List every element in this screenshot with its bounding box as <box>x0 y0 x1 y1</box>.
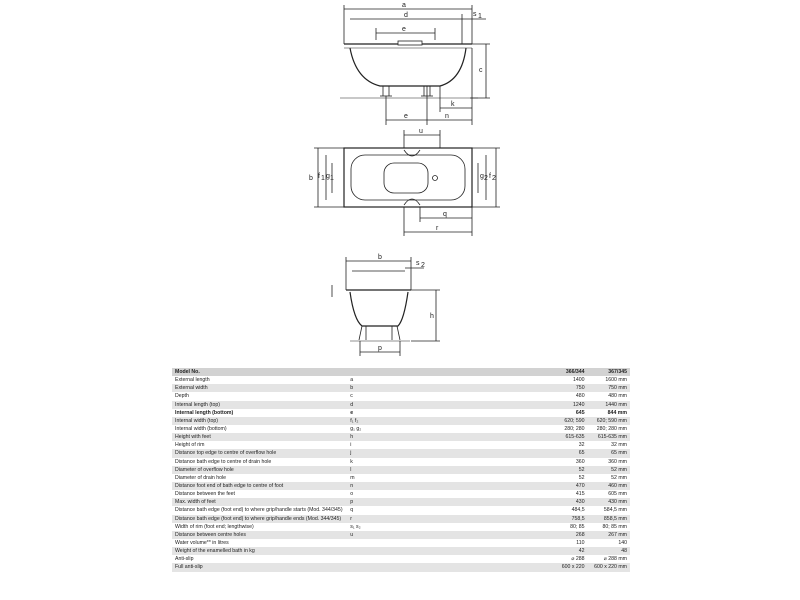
table-row <box>172 409 630 417</box>
row-value-a: 268 <box>545 531 587 539</box>
row-value-b: 52 mm <box>588 474 630 482</box>
row-value-a: 470 <box>545 482 587 490</box>
label-b2: b <box>378 254 382 261</box>
label-s2-sub: 2 <box>421 262 425 269</box>
row-value-a: 415 <box>545 490 587 498</box>
label-p: p <box>378 345 382 352</box>
row-value-b: 620; 590 mm <box>588 417 630 425</box>
table-row <box>172 515 630 523</box>
row-symbol: s₁ s₂ <box>347 523 545 531</box>
label-a: a <box>402 2 406 9</box>
row-symbol <box>347 555 545 563</box>
row-value-b: 750 mm <box>588 384 630 392</box>
row-symbol: j <box>347 449 545 457</box>
row-label: Distance between centre holes <box>172 531 347 539</box>
spec-table-body <box>172 368 630 572</box>
row-value-b: 844 mm <box>588 409 630 417</box>
row-value-a: 360 <box>545 458 587 466</box>
row-label: Height of rim <box>172 441 347 449</box>
row-label: Diameter of overflow hole <box>172 466 347 474</box>
row-value-b: 65 mm <box>588 449 630 457</box>
spec-table <box>172 368 630 572</box>
row-symbol <box>347 539 545 547</box>
label-f2-sub: 2 <box>492 175 496 182</box>
table-row <box>172 474 630 482</box>
table-row <box>172 449 630 457</box>
row-value-a: 645 <box>545 409 587 417</box>
label-s2: s <box>416 260 420 267</box>
row-value-b: 80; 85 mm <box>588 523 630 531</box>
end-view <box>332 257 440 356</box>
table-row <box>172 506 630 514</box>
dimension-labels <box>309 2 496 352</box>
header-label: Model No. <box>172 368 347 376</box>
table-header-row <box>172 368 630 376</box>
label-g2-sub: 2 <box>484 175 488 182</box>
row-label: Internal length (top) <box>172 401 347 409</box>
label-h: h <box>430 313 434 320</box>
row-value-a: 52 <box>545 474 587 482</box>
row-value-b: 32 mm <box>588 441 630 449</box>
row-value-a: 430 <box>545 498 587 506</box>
table-row <box>172 441 630 449</box>
row-symbol: h <box>347 433 545 441</box>
label-d: d <box>404 12 408 19</box>
row-value-b: 1600 mm <box>588 376 630 384</box>
table-row <box>172 458 630 466</box>
row-label: Water volume** in litres <box>172 539 347 547</box>
row-symbol: i <box>347 441 545 449</box>
label-g2: g <box>480 173 484 180</box>
row-value-a: 600 x 220 <box>545 563 587 571</box>
row-symbol <box>347 563 545 571</box>
row-value-b: 430 mm <box>588 498 630 506</box>
table-row <box>172 498 630 506</box>
row-value-b: 605 mm <box>588 490 630 498</box>
row-value-a: 65 <box>545 449 587 457</box>
row-symbol: e <box>347 409 545 417</box>
row-label: Depth <box>172 392 347 400</box>
row-value-a: 32 <box>545 441 587 449</box>
row-label: Height with feet <box>172 433 347 441</box>
label-r: r <box>436 225 439 232</box>
row-value-a: 484,5 <box>545 506 587 514</box>
table-row <box>172 417 630 425</box>
table-row <box>172 547 630 555</box>
header-col-a: 366/344 <box>545 368 587 376</box>
row-value-a: 615-635 <box>545 433 587 441</box>
row-label: Distance bath edge (foot end) to where grip/handle ends (Mod. 344/345) <box>172 515 347 523</box>
row-label: Max. width of feet <box>172 498 347 506</box>
table-row <box>172 392 630 400</box>
row-value-a: 1400 <box>545 376 587 384</box>
row-label: Distance top edge to centre of overflow hole <box>172 449 347 457</box>
row-label: Distance foot end of bath edge to centre of foot <box>172 482 347 490</box>
table-row <box>172 563 630 571</box>
row-value-a: 758,5 <box>545 515 587 523</box>
header-symbol <box>347 368 545 376</box>
row-value-b: 48 <box>588 547 630 555</box>
row-label: Distance between the feet <box>172 490 347 498</box>
plan-view <box>314 130 500 236</box>
row-value-b: 584,5 mm <box>588 506 630 514</box>
table-row <box>172 466 630 474</box>
label-n: n <box>445 113 449 120</box>
label-b: b <box>309 175 313 182</box>
row-value-a: 110 <box>545 539 587 547</box>
row-value-b: 280; 280 mm <box>588 425 630 433</box>
row-symbol: m <box>347 474 545 482</box>
label-k: k <box>451 101 455 108</box>
table-row <box>172 376 630 384</box>
table-row <box>172 531 630 539</box>
row-value-b: 140 <box>588 539 630 547</box>
row-value-a: 1240 <box>545 401 587 409</box>
row-symbol: a <box>347 376 545 384</box>
label-e: e <box>402 26 406 33</box>
row-symbol: p <box>347 498 545 506</box>
row-symbol <box>347 547 545 555</box>
row-value-a: 80; 85 <box>545 523 587 531</box>
row-symbol: q <box>347 506 545 514</box>
row-symbol: k <box>347 458 545 466</box>
label-u: u <box>419 128 423 135</box>
row-value-b: 480 mm <box>588 392 630 400</box>
row-label: Distance bath edge (foot end) to where grip/handle starts (Mod. 344/345) <box>172 506 347 514</box>
header-col-b: 367/345 <box>588 368 630 376</box>
row-value-b: 615-635 mm <box>588 433 630 441</box>
row-value-a: 280; 280 <box>545 425 587 433</box>
row-value-b: 52 mm <box>588 466 630 474</box>
row-value-b: 600 x 220 mm <box>588 563 630 571</box>
row-label: Internal width (top) <box>172 417 347 425</box>
row-value-a: 620; 590 <box>545 417 587 425</box>
row-symbol: g₁ g₂ <box>347 425 545 433</box>
row-value-b: ⌀ 288 mm <box>588 555 630 563</box>
label-g1-sub: 1 <box>330 175 334 182</box>
row-label: Diameter of drain hole <box>172 474 347 482</box>
label-f2: f <box>489 173 491 180</box>
label-q: q <box>443 211 447 218</box>
table-row <box>172 490 630 498</box>
row-value-a: 42 <box>545 547 587 555</box>
row-label: Anti-slip <box>172 555 347 563</box>
label-f1: f <box>318 173 320 180</box>
row-symbol: r <box>347 515 545 523</box>
row-label: Internal width (bottom) <box>172 425 347 433</box>
row-symbol: c <box>347 392 545 400</box>
table-row <box>172 401 630 409</box>
label-s1-sub: 1 <box>478 13 482 20</box>
table-row <box>172 482 630 490</box>
row-symbol: b <box>347 384 545 392</box>
row-value-b: 1440 mm <box>588 401 630 409</box>
row-label: Full anti-slip <box>172 563 347 571</box>
row-label: Internal length (bottom) <box>172 409 347 417</box>
table-row <box>172 425 630 433</box>
label-e2: e <box>404 113 408 120</box>
label-c: c <box>479 67 483 74</box>
row-value-a: ⌀ 288 <box>545 555 587 563</box>
label-s1: s <box>473 11 477 18</box>
row-value-b: 267 mm <box>588 531 630 539</box>
table-row <box>172 384 630 392</box>
row-symbol: o <box>347 490 545 498</box>
label-f1-sub: 1 <box>321 175 325 182</box>
row-symbol: f₁ f₂ <box>347 417 545 425</box>
table-row <box>172 523 630 531</box>
row-value-a: 750 <box>545 384 587 392</box>
table-row <box>172 433 630 441</box>
row-label: Weight of the enamelled bath in kg <box>172 547 347 555</box>
table-row <box>172 539 630 547</box>
row-value-b: 360 mm <box>588 458 630 466</box>
row-label: External length <box>172 376 347 384</box>
row-symbol: d <box>347 401 545 409</box>
row-value-b: 858,5 mm <box>588 515 630 523</box>
side-view <box>340 5 490 125</box>
row-value-a: 52 <box>545 466 587 474</box>
label-g1: g <box>326 173 330 180</box>
row-value-a: 480 <box>545 392 587 400</box>
row-label: External width <box>172 384 347 392</box>
row-symbol: l <box>347 466 545 474</box>
table-row <box>172 555 630 563</box>
row-symbol: u <box>347 531 545 539</box>
row-label: Distance bath edge to centre of drain hole <box>172 458 347 466</box>
row-symbol: n <box>347 482 545 490</box>
row-label: Width of rim (foot end; lengthwise) <box>172 523 347 531</box>
row-value-b: 460 mm <box>588 482 630 490</box>
